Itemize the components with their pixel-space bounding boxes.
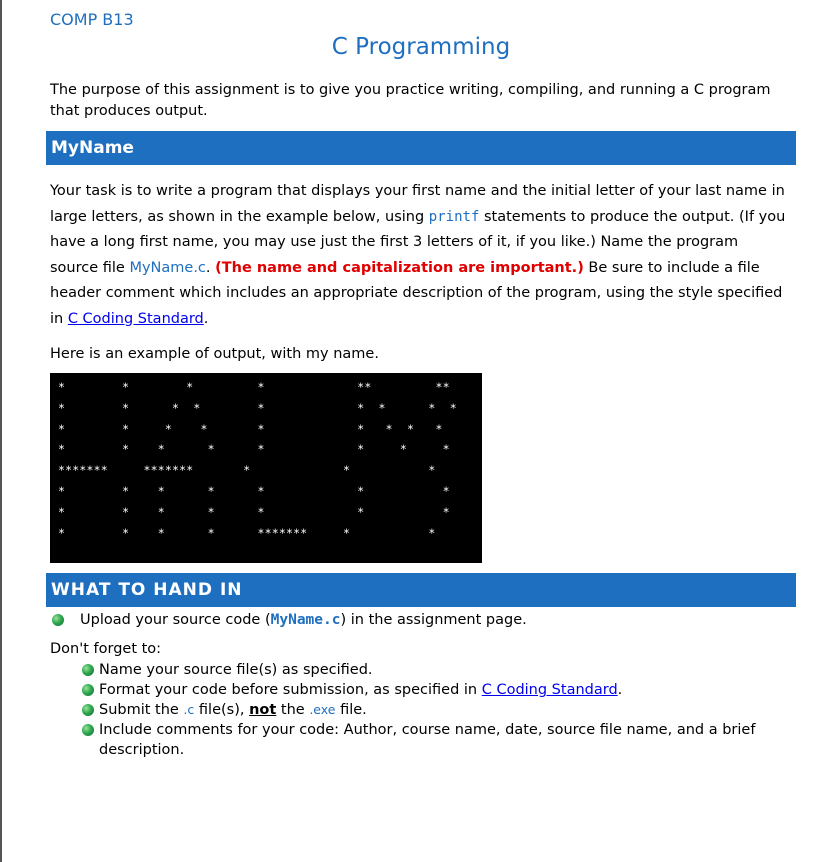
bullet-icon bbox=[82, 724, 94, 736]
task-text: . bbox=[203, 310, 209, 327]
list-item-text: file. bbox=[335, 702, 367, 718]
course-code: COMP B13 bbox=[50, 10, 134, 29]
emphasis-not: not bbox=[249, 702, 277, 718]
exe-extension: .exe bbox=[309, 702, 336, 717]
page-title: C Programming bbox=[331, 34, 511, 60]
list-item-text: Submit the bbox=[99, 702, 184, 718]
intro-paragraph: The purpose of this assignment is to give you practice writing, compiling, and running a C program that produces output. bbox=[50, 82, 771, 119]
bullet-icon bbox=[82, 704, 94, 716]
c-extension: .c bbox=[183, 702, 195, 717]
list-item-text: Name your source file(s) as specified. bbox=[99, 662, 373, 678]
list-item-text: the bbox=[276, 702, 310, 718]
task-text: statements to produce the output. (If you have a long first name, you may use just the first 3 letters of it, if you like.) Name the program source file bbox=[50, 208, 786, 276]
list-item-text: . bbox=[617, 682, 623, 698]
coding-standard-link[interactable]: C Coding Standard bbox=[67, 310, 204, 327]
list-item-text: file(s), bbox=[194, 702, 250, 718]
dont-forget-label: Don't forget to: bbox=[50, 641, 162, 657]
task-text: Be sure to include a file header comment which includes an appropriate description of the program, using the style specified in bbox=[50, 259, 783, 327]
list-item bbox=[82, 680, 802, 700]
task-text: . bbox=[205, 259, 216, 276]
upload-text: ) in the assignment page. bbox=[340, 612, 527, 628]
left-border bbox=[0, 0, 2, 862]
important-note: (The name and capitalization are important.) bbox=[215, 259, 584, 276]
bullet-icon bbox=[82, 684, 94, 696]
bullet-icon bbox=[82, 664, 94, 676]
list-item-text: Include comments for your code: Author, course name, date, source file name, and a brief description. bbox=[99, 722, 756, 758]
printf-keyword: printf bbox=[428, 208, 480, 225]
ascii-art-output: * * * * ** ** * * * * * * * * * * * * * * * * * * * * * * * * * * ******* ******* * * * * * * * * * * * * * * * * * * * * * ******* * * bbox=[58, 380, 457, 540]
list-item-text: Format your code before submission, as specified in bbox=[99, 682, 482, 698]
list-item bbox=[82, 660, 802, 680]
example-label: Here is an example of output, with my name. bbox=[50, 346, 379, 362]
task-paragraph bbox=[50, 179, 790, 332]
source-filename: MyName.c bbox=[129, 259, 206, 276]
section-heading-myname: MyName bbox=[46, 131, 796, 165]
list-item bbox=[82, 700, 802, 720]
upload-instruction bbox=[52, 612, 527, 628]
terminal-output bbox=[50, 373, 482, 563]
coding-standard-link[interactable]: C Coding Standard bbox=[481, 682, 618, 698]
upload-filename: MyName.c bbox=[270, 612, 341, 628]
list-item bbox=[82, 720, 802, 760]
section-heading-hand-in: WHAT TO HAND IN bbox=[46, 573, 796, 607]
upload-text: Upload your source code ( bbox=[80, 612, 271, 628]
checklist bbox=[82, 660, 802, 760]
bullet-icon bbox=[52, 614, 64, 626]
task-text: Your task is to write a program that displays your first name and the initial letter of your last name in large letters, as shown in the example below, using bbox=[50, 183, 785, 225]
